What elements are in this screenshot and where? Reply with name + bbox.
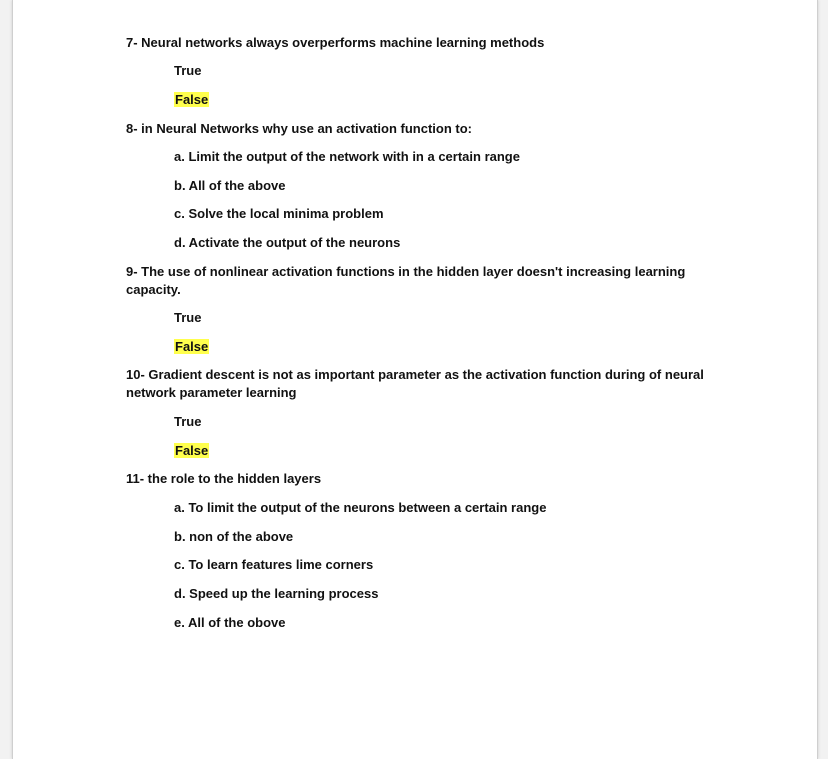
question-11-option-b: b. non of the above	[174, 529, 294, 544]
question-10-prompt-line2: network parameter learning	[126, 385, 297, 400]
question-11-option-d: d. Speed up the learning process	[174, 586, 379, 601]
question-9-option-false	[174, 338, 209, 355]
highlighted-answer: False	[175, 339, 209, 354]
question-9-option-true: True	[174, 310, 202, 325]
highlighted-answer: False	[175, 443, 209, 458]
question-9-prompt-line1: 9- The use of nonlinear activation functions in the hidden layer doesn't increasing learning	[126, 264, 686, 279]
question-8-option-c: c. Solve the local minima problem	[174, 206, 384, 221]
question-7-prompt: 7- Neural networks always overperforms machine learning methods	[126, 35, 545, 50]
question-11-option-a: a. To limit the output of the neurons between a certain range	[174, 500, 547, 515]
question-11-option-c: c. To learn features lime corners	[174, 557, 374, 572]
highlighted-answer: False	[175, 92, 209, 107]
question-8-option-a: a. Limit the output of the network with in a certain range	[174, 149, 520, 164]
question-11-option-e: e. All of the obove	[174, 615, 286, 630]
question-11-prompt: 11- the role to the hidden layers	[126, 471, 322, 486]
question-7-option-false	[174, 91, 209, 108]
question-8-option-d: d. Activate the output of the neurons	[174, 235, 401, 250]
question-7-option-true: True	[174, 63, 202, 78]
document-page	[12, 0, 818, 759]
question-10-option-true: True	[174, 414, 202, 429]
question-9-prompt-line2: capacity.	[126, 282, 181, 297]
question-10-option-false	[174, 442, 209, 459]
question-8-prompt: 8- in Neural Networks why use an activation function to:	[126, 121, 472, 136]
question-8-option-b: b. All of the above	[174, 178, 286, 193]
question-10-prompt-line1: 10- Gradient descent is not as important parameter as the activation function during of neural	[126, 367, 704, 382]
